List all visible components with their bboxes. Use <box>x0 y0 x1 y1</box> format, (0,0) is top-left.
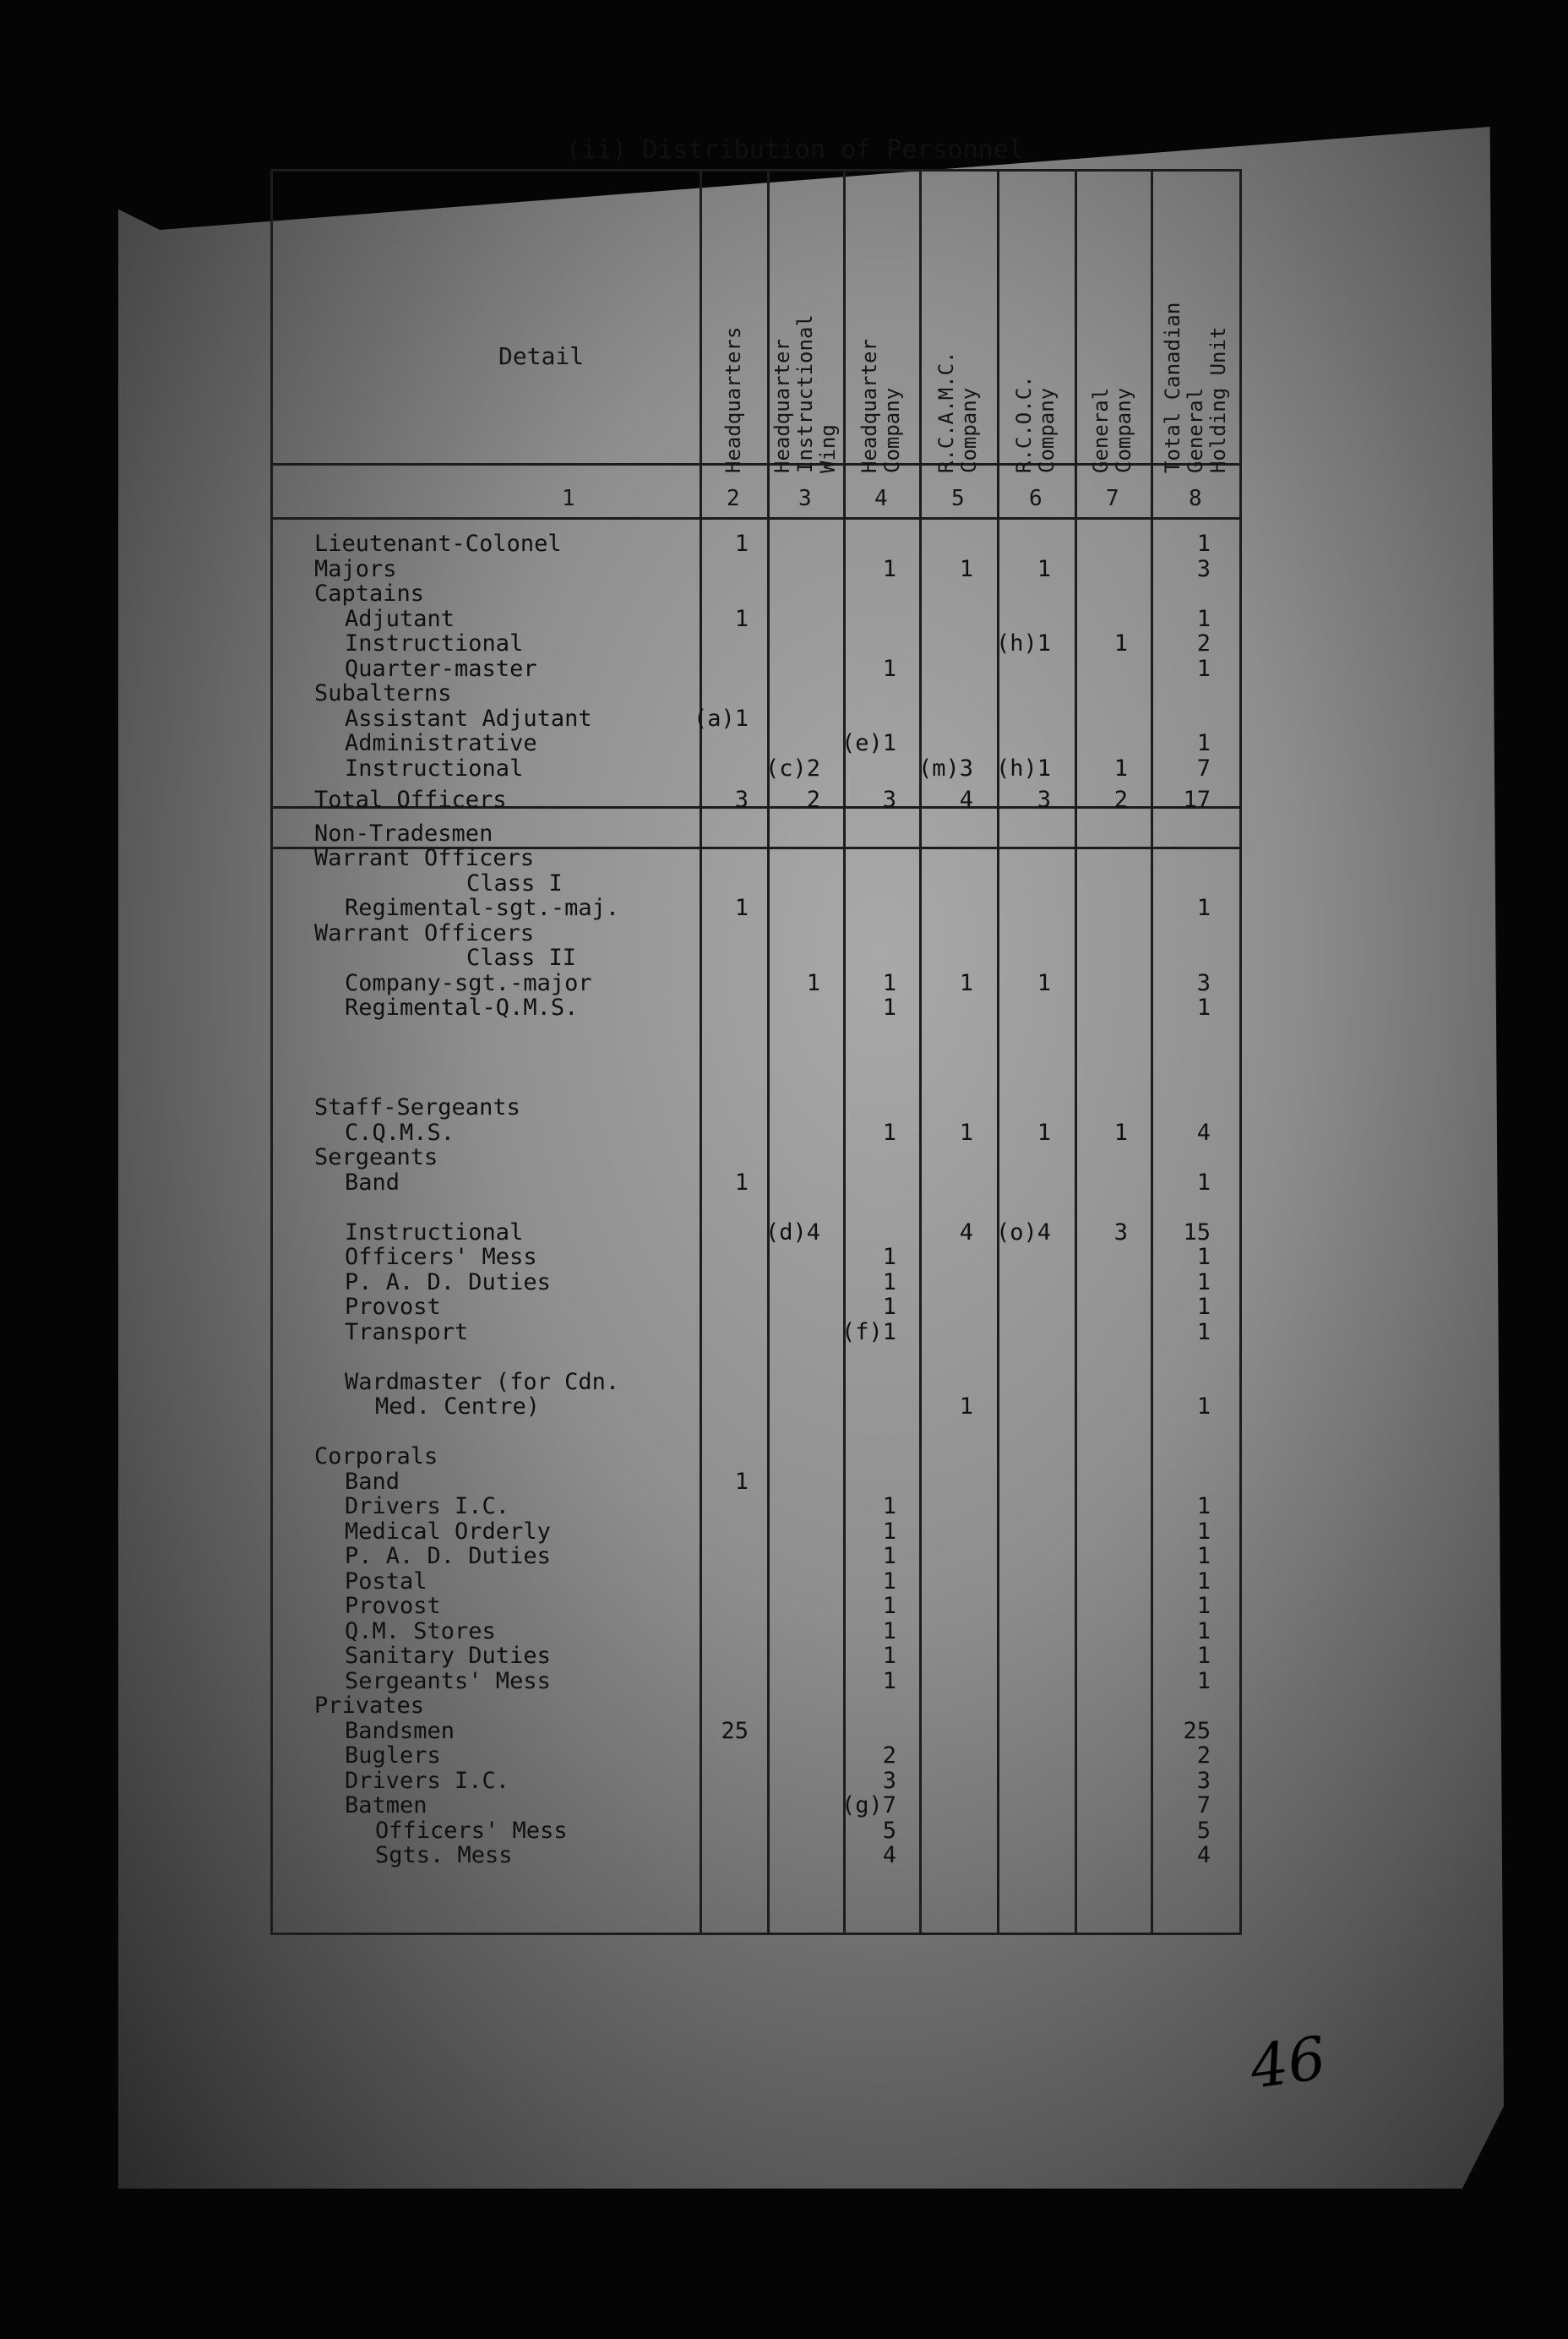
column-number: 7 <box>1106 486 1119 511</box>
column-divider <box>767 169 770 1935</box>
row-label: Quarter-master <box>345 655 537 682</box>
table-cell: 1 <box>1037 969 1051 996</box>
table-cell: 3 <box>734 787 749 813</box>
row-label: Instructional <box>345 630 524 657</box>
table-cell: 1 <box>882 969 896 996</box>
table-cell: 1 <box>1196 895 1211 921</box>
table-cell: 3 <box>882 1767 896 1794</box>
column-number: 4 <box>874 486 888 511</box>
table-cell: 1 <box>734 895 749 921</box>
table-cell: 15 <box>1183 1219 1211 1246</box>
column-header: R.C.O.C. Company <box>1012 375 1059 473</box>
table-cell: 1 <box>1196 1244 1211 1270</box>
table-cell: (g)7 <box>841 1792 896 1818</box>
column-number: 5 <box>951 486 965 511</box>
table-cell: 1 <box>959 555 973 582</box>
table-cell: (e)1 <box>841 730 896 756</box>
table-cell: 7 <box>1196 1792 1211 1818</box>
table-cell: (d)4 <box>765 1219 820 1246</box>
table-cell: 1 <box>1196 730 1211 756</box>
table-cell: 25 <box>721 1717 749 1744</box>
row-label: Staff-Sergeants <box>314 1094 520 1120</box>
row-label: Band <box>345 1468 400 1495</box>
table-cell: 4 <box>882 1842 896 1868</box>
table-cell: 1 <box>1196 1268 1211 1295</box>
row-label: Adjutant <box>345 605 455 632</box>
column-divider <box>1151 169 1153 1935</box>
row-label: Buglers <box>345 1742 441 1769</box>
row-label: Medical Orderly <box>345 1518 551 1545</box>
table-cell: 1 <box>882 1294 896 1320</box>
row-label: Instructional <box>345 1219 524 1246</box>
row-label: Batmen <box>345 1792 427 1818</box>
row-label: Provost <box>345 1294 441 1320</box>
table-cell: 1 <box>1196 1169 1211 1196</box>
table-cell: 25 <box>1183 1717 1211 1744</box>
column-header: Total Canadian General Holding Unit <box>1160 302 1230 473</box>
row-label: Captains <box>314 581 425 607</box>
row-label: Class II <box>466 945 577 971</box>
table-cell: 1 <box>1113 755 1128 782</box>
table-cell: 1 <box>1196 1643 1211 1669</box>
header-rule <box>270 517 1242 520</box>
table-cell: 2 <box>882 1742 896 1769</box>
row-label: Drivers I.C. <box>345 1767 510 1794</box>
column-divider <box>919 169 922 1935</box>
column-header: Headquarter Instructional Wing <box>770 314 840 473</box>
table-cell: 1 <box>882 1268 896 1295</box>
row-label: Officers' Mess <box>375 1817 568 1844</box>
table-cell: 1 <box>734 1468 749 1495</box>
row-label: Subalterns <box>314 680 452 706</box>
table-cell: 4 <box>1196 1119 1211 1146</box>
table-cell: 1 <box>1113 630 1128 657</box>
column-number: 3 <box>798 486 812 511</box>
table-cell: 1 <box>882 555 896 582</box>
row-label: Non-Tradesmen <box>314 820 493 847</box>
document-title: (ii) Distribution of Personnel <box>566 135 1024 165</box>
table-cell: 3 <box>1037 787 1051 813</box>
table-cell: 2 <box>1196 630 1211 657</box>
table-cell: 1 <box>1196 1667 1211 1694</box>
row-label: Transport <box>345 1318 469 1345</box>
table-cell: 1 <box>1196 1294 1211 1320</box>
detail-column-header: Detail <box>498 342 585 370</box>
table-cell: 1 <box>1037 555 1051 582</box>
table-cell: 1 <box>882 1493 896 1519</box>
table-cell: 1 <box>1196 1518 1211 1545</box>
table-cell: 1 <box>1196 1493 1211 1519</box>
table-cell: 4 <box>1196 1842 1211 1868</box>
row-label: Provost <box>345 1593 441 1619</box>
row-label: C.Q.M.S. <box>345 1119 455 1146</box>
table-cell: 7 <box>1196 755 1211 782</box>
column-header: R.C.A.M.C. Company <box>934 351 981 473</box>
table-cell: 1 <box>1037 1119 1051 1146</box>
table-cell: 1 <box>882 655 896 682</box>
table-cell: 5 <box>1196 1817 1211 1844</box>
table-cell: 2 <box>806 787 820 813</box>
table-cell: 1 <box>959 1393 973 1420</box>
table-cell: 1 <box>882 995 896 1021</box>
row-label: Sergeants <box>314 1144 438 1170</box>
table-cell: 1 <box>734 605 749 632</box>
table-cell: 1 <box>882 1119 896 1146</box>
table-cell: 2 <box>1113 787 1128 813</box>
row-label: Med. Centre) <box>375 1393 541 1420</box>
row-label: Sergeants' Mess <box>345 1667 551 1694</box>
table-cell: (h)1 <box>995 630 1051 657</box>
column-header: General Company <box>1089 387 1135 473</box>
table-cell: 1 <box>1196 1593 1211 1619</box>
table-cell: (h)1 <box>995 755 1051 782</box>
table-cell: 2 <box>1196 1742 1211 1769</box>
row-label: Instructional <box>345 755 524 782</box>
table-cell: 3 <box>1196 969 1211 996</box>
row-label: P. A. D. Duties <box>345 1543 551 1569</box>
table-cell: 1 <box>882 1244 896 1270</box>
page-number: 46 <box>1245 2023 1331 2102</box>
row-label: Company-sgt.-major <box>345 969 592 996</box>
row-label: Regimental-Q.M.S. <box>345 995 579 1021</box>
table-cell: 1 <box>1113 1119 1128 1146</box>
table-cell: 1 <box>1196 1543 1211 1569</box>
table-cell: 1 <box>882 1543 896 1569</box>
column-header: Headquarters <box>721 326 745 473</box>
table-cell: 4 <box>959 787 973 813</box>
column-header: Headquarter Company <box>858 339 904 473</box>
row-label: Sanitary Duties <box>345 1643 551 1669</box>
row-label: Class I <box>466 870 563 897</box>
row-label: Corporals <box>314 1443 438 1469</box>
table-cell: 3 <box>1196 555 1211 582</box>
column-number: 1 <box>562 486 575 511</box>
row-label: Q.M. Stores <box>345 1617 496 1644</box>
table-cell: 1 <box>1196 605 1211 632</box>
table-cell: 1 <box>1196 1318 1211 1345</box>
table-cell: (f)1 <box>841 1318 896 1345</box>
row-label: Assistant Adjutant <box>345 705 592 732</box>
table-cell: 1 <box>734 1169 749 1196</box>
row-label: Wardmaster (for Cdn. <box>345 1368 620 1395</box>
table-cell: 1 <box>1196 1393 1211 1420</box>
table-cell: 1 <box>1196 655 1211 682</box>
row-label: Officers' Mess <box>345 1244 537 1270</box>
table-cell: 1 <box>882 1617 896 1644</box>
row-label: Majors <box>314 555 397 582</box>
row-label: P. A. D. Duties <box>345 1268 551 1295</box>
table-cell: 1 <box>882 1568 896 1595</box>
row-label: Bandsmen <box>345 1717 455 1744</box>
table-cell: (o)4 <box>995 1219 1051 1246</box>
column-divider <box>700 169 702 1935</box>
column-number: 8 <box>1189 486 1202 511</box>
row-label: Regimental-sgt.-maj. <box>345 895 620 921</box>
table-cell: 3 <box>1113 1219 1128 1246</box>
table-cell: 1 <box>882 1667 896 1694</box>
column-number: 6 <box>1029 486 1043 511</box>
table-cell: 3 <box>1196 1767 1211 1794</box>
table-cell: (c)2 <box>765 755 820 782</box>
table-cell: 1 <box>1196 1617 1211 1644</box>
table-cell: (a)1 <box>693 705 749 732</box>
row-label: Drivers I.C. <box>345 1493 510 1519</box>
table-cell: 5 <box>882 1817 896 1844</box>
row-label: Warrant Officers <box>314 919 535 946</box>
table-cell: 1 <box>1196 995 1211 1021</box>
row-label: Warrant Officers <box>314 845 535 871</box>
table-cell: 1 <box>959 1119 973 1146</box>
table-cell: 1 <box>1196 531 1211 557</box>
table-cell: (m)3 <box>917 755 973 782</box>
column-divider <box>997 169 999 1935</box>
table-cell: 1 <box>734 531 749 557</box>
row-label: Lieutenant-Colonel <box>314 531 562 557</box>
row-label: Band <box>345 1169 400 1196</box>
total-row-label: Total Officers <box>314 787 507 813</box>
table-cell: 1 <box>882 1643 896 1669</box>
column-divider <box>843 169 846 1935</box>
row-label: Postal <box>345 1568 427 1595</box>
table-cell: 17 <box>1183 787 1211 813</box>
column-divider <box>1075 169 1077 1935</box>
table-cell: 1 <box>806 969 820 996</box>
row-label: Privates <box>314 1693 425 1719</box>
row-label: Administrative <box>345 730 537 756</box>
table-cell: 1 <box>882 1518 896 1545</box>
column-number: 2 <box>727 486 740 511</box>
table-cell: 3 <box>882 787 896 813</box>
table-cell: 1 <box>1196 1568 1211 1595</box>
row-label: Sgts. Mess <box>375 1842 513 1868</box>
table-cell: 4 <box>959 1219 973 1246</box>
table-cell: 1 <box>882 1593 896 1619</box>
table-cell: 1 <box>959 969 973 996</box>
